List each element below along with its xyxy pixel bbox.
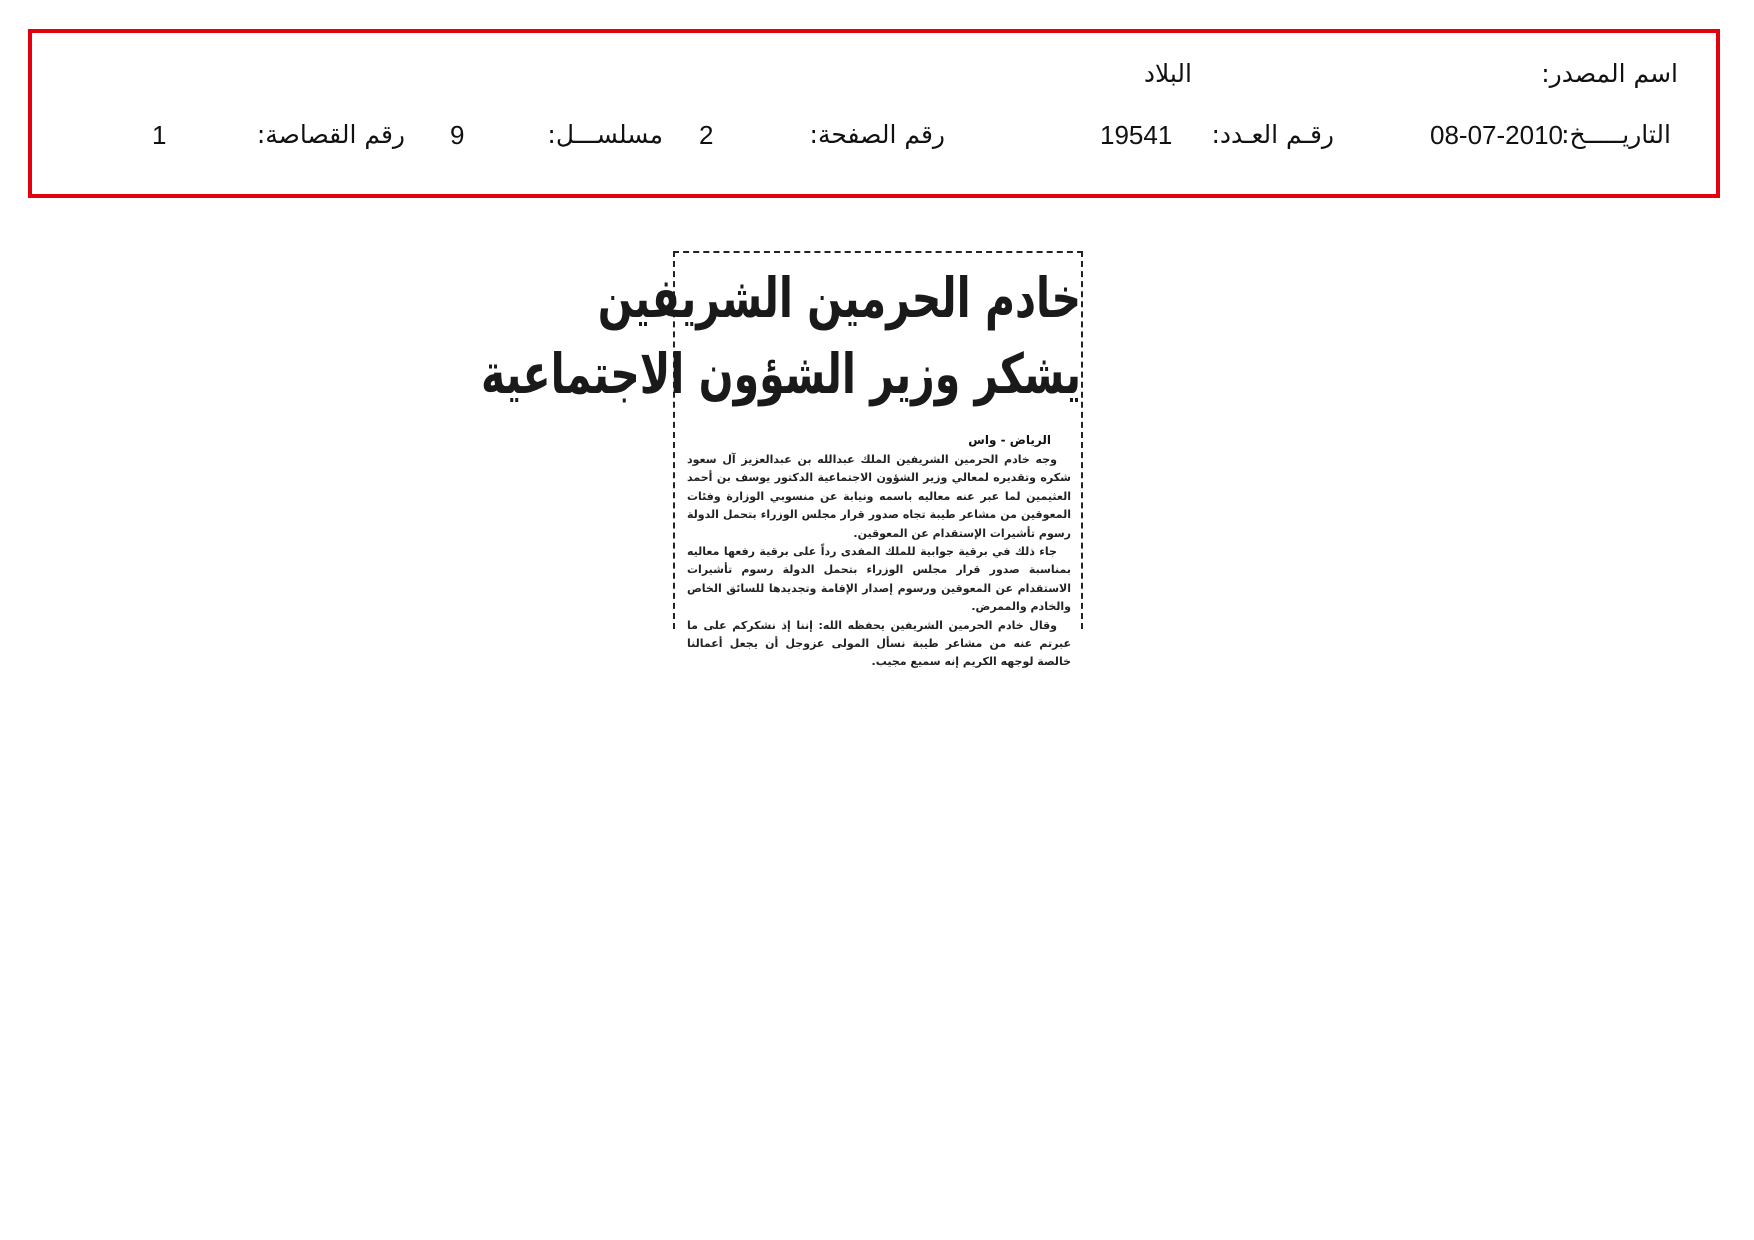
article-paragraph: وقال خادم الحرمين الشريفين يحفظه الله: إننا إذ نشكركم على ما عبرتم عنه من مشاعر طيبة نسأل المولى عزوجل أن يجعل أعمالنا خالصة لوجهه الكريم إنه سميع مجيب.: [687, 618, 1071, 669]
article-dateline: الرياض - واس: [968, 433, 1051, 447]
clipping-number-label: رقم القصاصة:: [256, 120, 405, 149]
article-paragraph: جاء ذلك في برقية جوابية للملك المفدى رداً على برقية رفعها معاليه بمناسبة صدور قرار مجلس الوزراء بتحمل الدولة رسوم تأشيرات الاستقدام عن المعوقين ورسوم إصدار الإقامة وتجديدها للسائق الخاص والخادم والممرض.: [687, 545, 1071, 614]
issue-number-label: رقـم العـدد:: [1211, 120, 1334, 149]
source-value: البلاد: [1143, 59, 1192, 88]
article-paragraph: وجه خادم الحرمين الشريفين الملك عبدالله بن عبدالعزيز آل سعود شكره وتقديره لمعالي وزير الشؤون الاجتماعية الدكتور يوسف بن أحمد العثيمين لما عبر عنه معاليه باسمه ونيابة عن منسوبي الوزارة وفئات المعوقين من مشاعر طيبة تجاه صدور قرار مجلس الوزراء بتحمل الدولة رسوم تأشيرات الإستقدام عن المعوقين.: [687, 453, 1071, 540]
article-headline-line-2: يشكر وزير الشؤون الاجتماعية: [481, 341, 1081, 407]
serial-value: 9: [450, 120, 465, 150]
clipping-number-value: 1: [152, 120, 167, 150]
article-headline-line-1: خادم الحرمين الشريفين: [597, 265, 1081, 331]
date-label: التاريـــــخ:: [1561, 120, 1671, 149]
article-body: [687, 451, 1071, 672]
issue-number-value: 19541: [1100, 120, 1173, 150]
page-number-label: رقم الصفحة:: [809, 120, 945, 149]
newspaper-clipping: [481, 251, 1083, 669]
serial-label: مسلســـل:: [547, 120, 663, 149]
page-number-value: 2: [699, 120, 714, 150]
source-label: اسم المصدر:: [1541, 59, 1678, 88]
date-value: 08-07-2010: [1430, 120, 1563, 150]
clipping-info-frame: [28, 29, 1720, 198]
